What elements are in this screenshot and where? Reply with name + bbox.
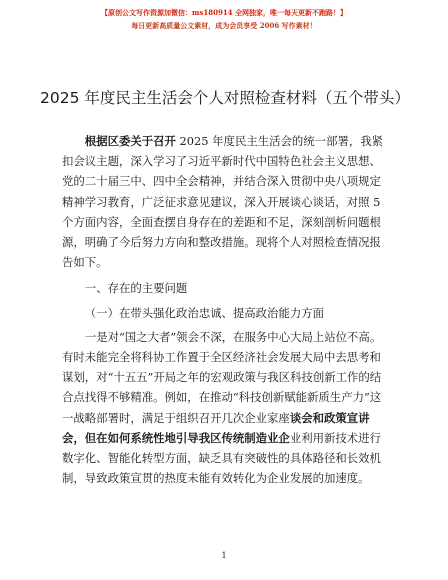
promo-text-a: 原创公文写作资源 [107,8,164,17]
document-title: 2025 年度民主生活会个人对照检查材料（五个带头） [40,89,410,107]
intro-rest: 2025 年度民主生活会的统一部署，我紧扣会议主题，深入学习了习近平新时代中国特色社会主义思想、党的二十届三中、四中全会精神，并结合深入贯彻中央八项规定精神学习教育，广泛征求意见建议，深入开展谈心谈话，对照 5 个方面内容，全面查摆自身存在的差距和不足，深刻剖析问题根源，明确了今后努力方向和整改措施。现将个人对照检查情况报告如下。 [62,134,384,270]
promo-bracket-open: 【 [100,8,108,17]
page-number: 1 [221,551,227,560]
promo-text-d: 全网独家，唯一每天更新不跑路 [232,8,333,17]
paragraph-bold-phrase: 谈会和政策宣讲会，但在如何系统性地引导我区传统制造业企 [62,410,370,445]
promo-text-b: 加微信： [163,8,192,17]
body-paragraph [62,327,388,489]
promo-banner-line1 [0,6,448,19]
document-body [62,131,388,488]
subsection-heading: （一）在带头强化政治忠诚、提高政治能力方面 [84,305,325,320]
promo-wechat-id: ms180914 [191,8,233,17]
paragraph-text-a: 一是对“国之大者”领会不深，在服务中心大局上站位不高。有时未能完全将科协工作置于全区经济社会发展大局中去思考和谋划，对“十五五”开局之年的宏观政策与我区科技创新工作的结合点找得不够精准。例如，在推动“科技创新赋能新质生产力”这一战略部署时，满足于组织召开几次企业家座 [62,329,382,425]
promo-banner [0,6,448,32]
promo-bracket-close: ！】 [333,8,347,17]
intro-paragraph [62,131,388,272]
intro-lead: 根据区委关于召开 [84,134,176,148]
paragraph-text-c: 业利用新技术进行数字化、智能化转型方面，缺乏具有突破性的具体路径和长效机制，导致政策宣贯的热度未能有效转化为企业发展的加速度。 [62,430,381,486]
section-heading: 一、存在的主要问题 [84,281,188,296]
promo-banner-line2: 每日更新高质量公文素材，成为会员享受 2006 写作素材！ [131,21,317,30]
